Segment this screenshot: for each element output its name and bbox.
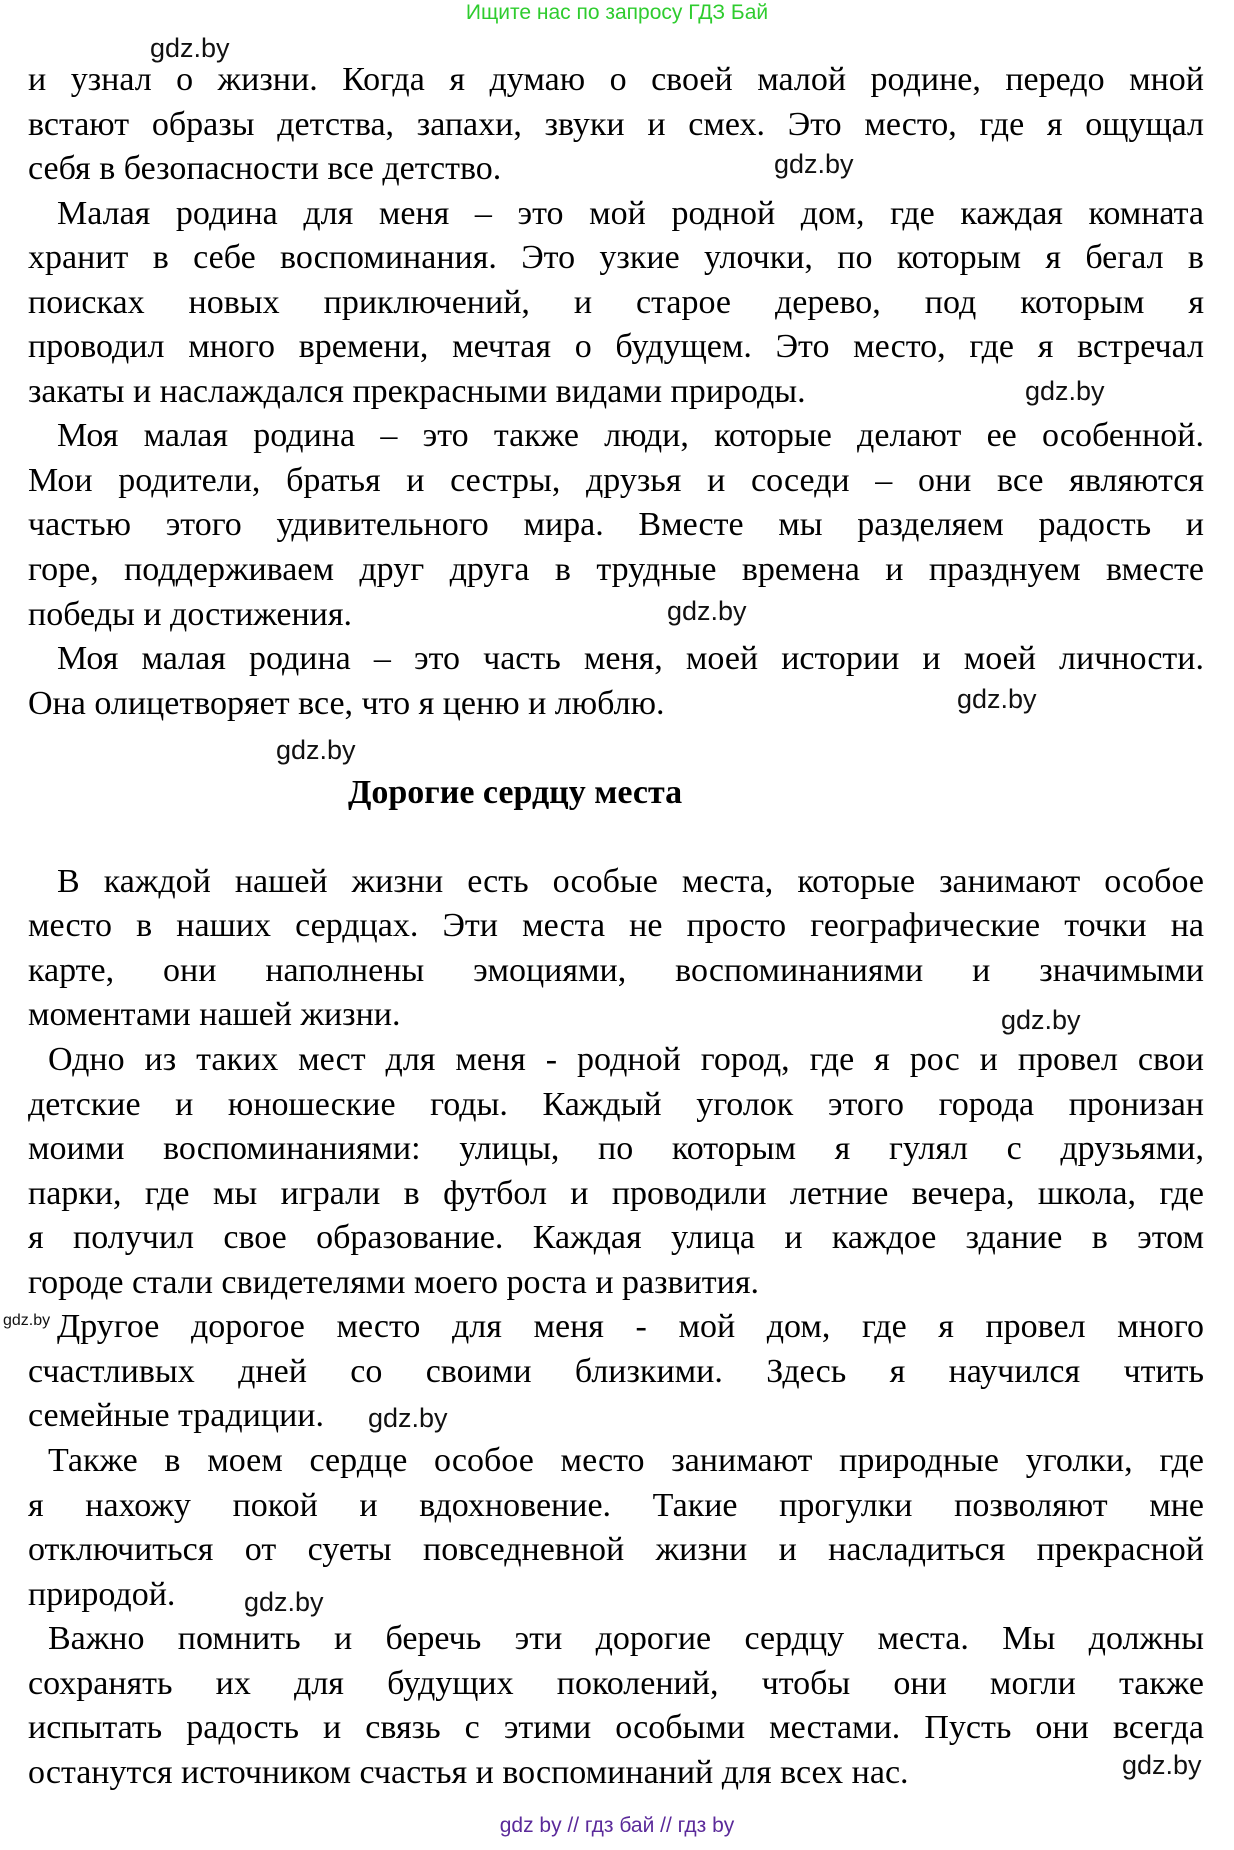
- text-line: природой.: [28, 1575, 176, 1613]
- text-line: Она олицетворяет все, что я ценю и люблю.: [28, 684, 665, 722]
- text-line: В каждой нашей жизни есть особые места, которые занимают особое: [57, 862, 1204, 900]
- watermark: gdz.by: [244, 1587, 324, 1617]
- text-line: Малая родина для меня – это мой родной дом, где каждая комната: [57, 194, 1204, 232]
- watermark: gdz.by: [150, 33, 230, 63]
- section-title: Дорогие сердцу места: [348, 773, 683, 811]
- text-line: Моя малая родина – это также люди, которые делают ее особенной.: [57, 417, 1204, 455]
- watermark: gdz.by: [3, 1312, 51, 1329]
- text-line: горе, поддерживаем друг друга в трудные времена и празднуем вместе: [28, 551, 1204, 589]
- footer-links: gdz by // гдз бай // гдз by: [499, 1814, 735, 1837]
- text-line: моментами нашей жизни.: [28, 996, 401, 1034]
- watermark: gdz.by: [1001, 1005, 1081, 1035]
- text-line: я нахожу покой и вдохновение. Такие прогулки позволяют мне: [28, 1486, 1204, 1524]
- text-line: моими воспоминаниями: улицы, по которым я гулял с друзьями,: [28, 1130, 1204, 1168]
- text-line: я получил свое образование. Каждая улица и каждое здание в этом: [28, 1219, 1204, 1257]
- text-line: испытать радость и связь с этими особыми местами. Пусть они всегда: [28, 1709, 1204, 1747]
- watermark: gdz.by: [774, 149, 854, 179]
- text-line: карте, они наполнены эмоциями, воспоминаниями и значимыми: [28, 951, 1204, 989]
- watermark: gdz.by: [1122, 1750, 1202, 1780]
- text-line: семейные традиции.: [28, 1397, 324, 1435]
- text-line: и узнал о жизни. Когда я думаю о своей малой родине, передо мной: [28, 61, 1204, 98]
- text-line: закаты и наслаждался прекрасными видами природы.: [28, 372, 806, 410]
- watermark: gdz.by: [667, 596, 747, 626]
- text-line: счастливых дней со своими близкими. Здесь я научился чтить: [28, 1352, 1204, 1390]
- text-line: встают образы детства, запахи, звуки и смех. Это место, где я ощущал: [28, 105, 1204, 143]
- text-line: Моя малая родина – это часть меня, моей истории и моей личности.: [57, 640, 1204, 678]
- text-line: Другое дорогое место для меня - мой дом, где я провел много: [57, 1308, 1204, 1346]
- text-line: Мои родители, братья и сестры, друзья и соседи – они все являются: [28, 461, 1204, 499]
- text-line: Важно помнить и беречь эти дорогие сердцу места. Мы должны: [48, 1620, 1204, 1658]
- watermark: gdz.by: [368, 1403, 448, 1433]
- text-line: отключиться от суеты повседневной жизни и насладиться прекрасной: [28, 1531, 1204, 1569]
- watermark: gdz.by: [957, 684, 1037, 714]
- spacer: [28, 815, 1204, 860]
- text-line: парки, где мы играли в футбол и проводили летние вечера, школа, где: [28, 1174, 1204, 1212]
- watermark: gdz.by: [1025, 376, 1105, 406]
- text-line: частью этого удивительного мира. Вместе мы разделяем радость и: [28, 506, 1204, 544]
- text-line: останутся источником счастья и воспоминаний для всех нас.: [28, 1753, 909, 1791]
- text-line: Также в моем сердце особое место занимают природные уголки, где: [48, 1441, 1204, 1479]
- text-line: победы и достижения.: [28, 595, 352, 633]
- text-line: городе стали свидетелями моего роста и развития.: [28, 1263, 759, 1301]
- spacer: [28, 726, 1204, 771]
- text-line: хранит в себе воспоминания. Это узкие улочки, по которым я бегал в: [28, 239, 1204, 277]
- search-hint-banner: Ищите нас по запросу ГДЗ Бай: [465, 1, 769, 24]
- text-line: поисках новых приключений, и старое дерево, под которым я: [28, 283, 1204, 321]
- text-line: место в наших сердцах. Эти места не просто географические точки на: [28, 907, 1204, 945]
- text-line: себя в безопасности все детство.: [28, 150, 502, 188]
- text-line: Одно из таких мест для меня - родной город, где я рос и провел свои: [48, 1041, 1204, 1079]
- document-body: [28, 58, 1204, 1795]
- text-line: проводил много времени, мечтая о будущем. Это место, где я встречал: [28, 328, 1204, 366]
- text-line: детские и юношеские годы. Каждый уголок этого города пронизан: [28, 1085, 1204, 1123]
- text-line: сохранять их для будущих поколений, чтобы они могли также: [28, 1664, 1204, 1702]
- watermark: gdz.by: [276, 735, 356, 765]
